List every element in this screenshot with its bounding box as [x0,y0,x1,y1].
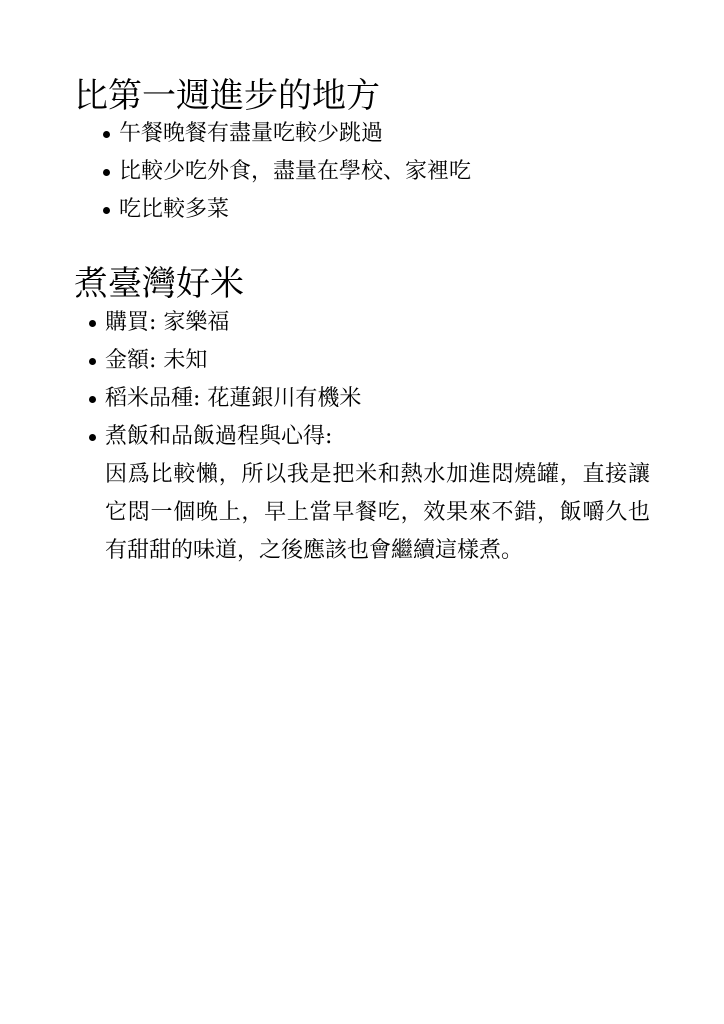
list-item [119,115,471,153]
bullet-icon [89,320,96,327]
bullet-icon [89,396,96,403]
bullet-icon [103,169,110,176]
list-item-text: 金額: 未知 [105,348,208,373]
bullet-icon [103,131,110,138]
bullet-icon [89,358,96,365]
list-item [105,342,653,380]
list-item-text: 吃比較多菜 [119,197,230,222]
rice-list [105,304,653,570]
section-title-progress: 比第一週進步的地方 [74,76,380,116]
list-item-text: 比較少吃外食，盡量在學校、家裡吃 [119,159,472,184]
cooking-notes-paragraph: 因爲比較懶，所以我是把米和熱水加進悶燒罐，直接讓它悶一個晚上，早上當早餐吃，效果來不錯，飯嚼久也有甜甜的味道，之後應該也會繼續這樣煮。 [105,462,650,563]
progress-list [119,115,471,229]
bullet-icon [103,207,110,214]
list-item [119,191,471,229]
list-item [105,304,653,342]
list-item-text: 煮飯和品飯過程與心得: [105,424,333,449]
list-item [105,418,653,570]
list-item-text: 稻米品種: 花蓮銀川有機米 [105,386,362,411]
bullet-icon [89,434,96,441]
list-item [119,153,471,191]
list-item [105,380,653,418]
section-title-rice: 煮臺灣好米 [74,264,244,304]
list-item-text: 午餐晚餐有盡量吃較少跳過 [119,121,384,146]
list-item-text: 購買: 家樂福 [105,310,230,335]
